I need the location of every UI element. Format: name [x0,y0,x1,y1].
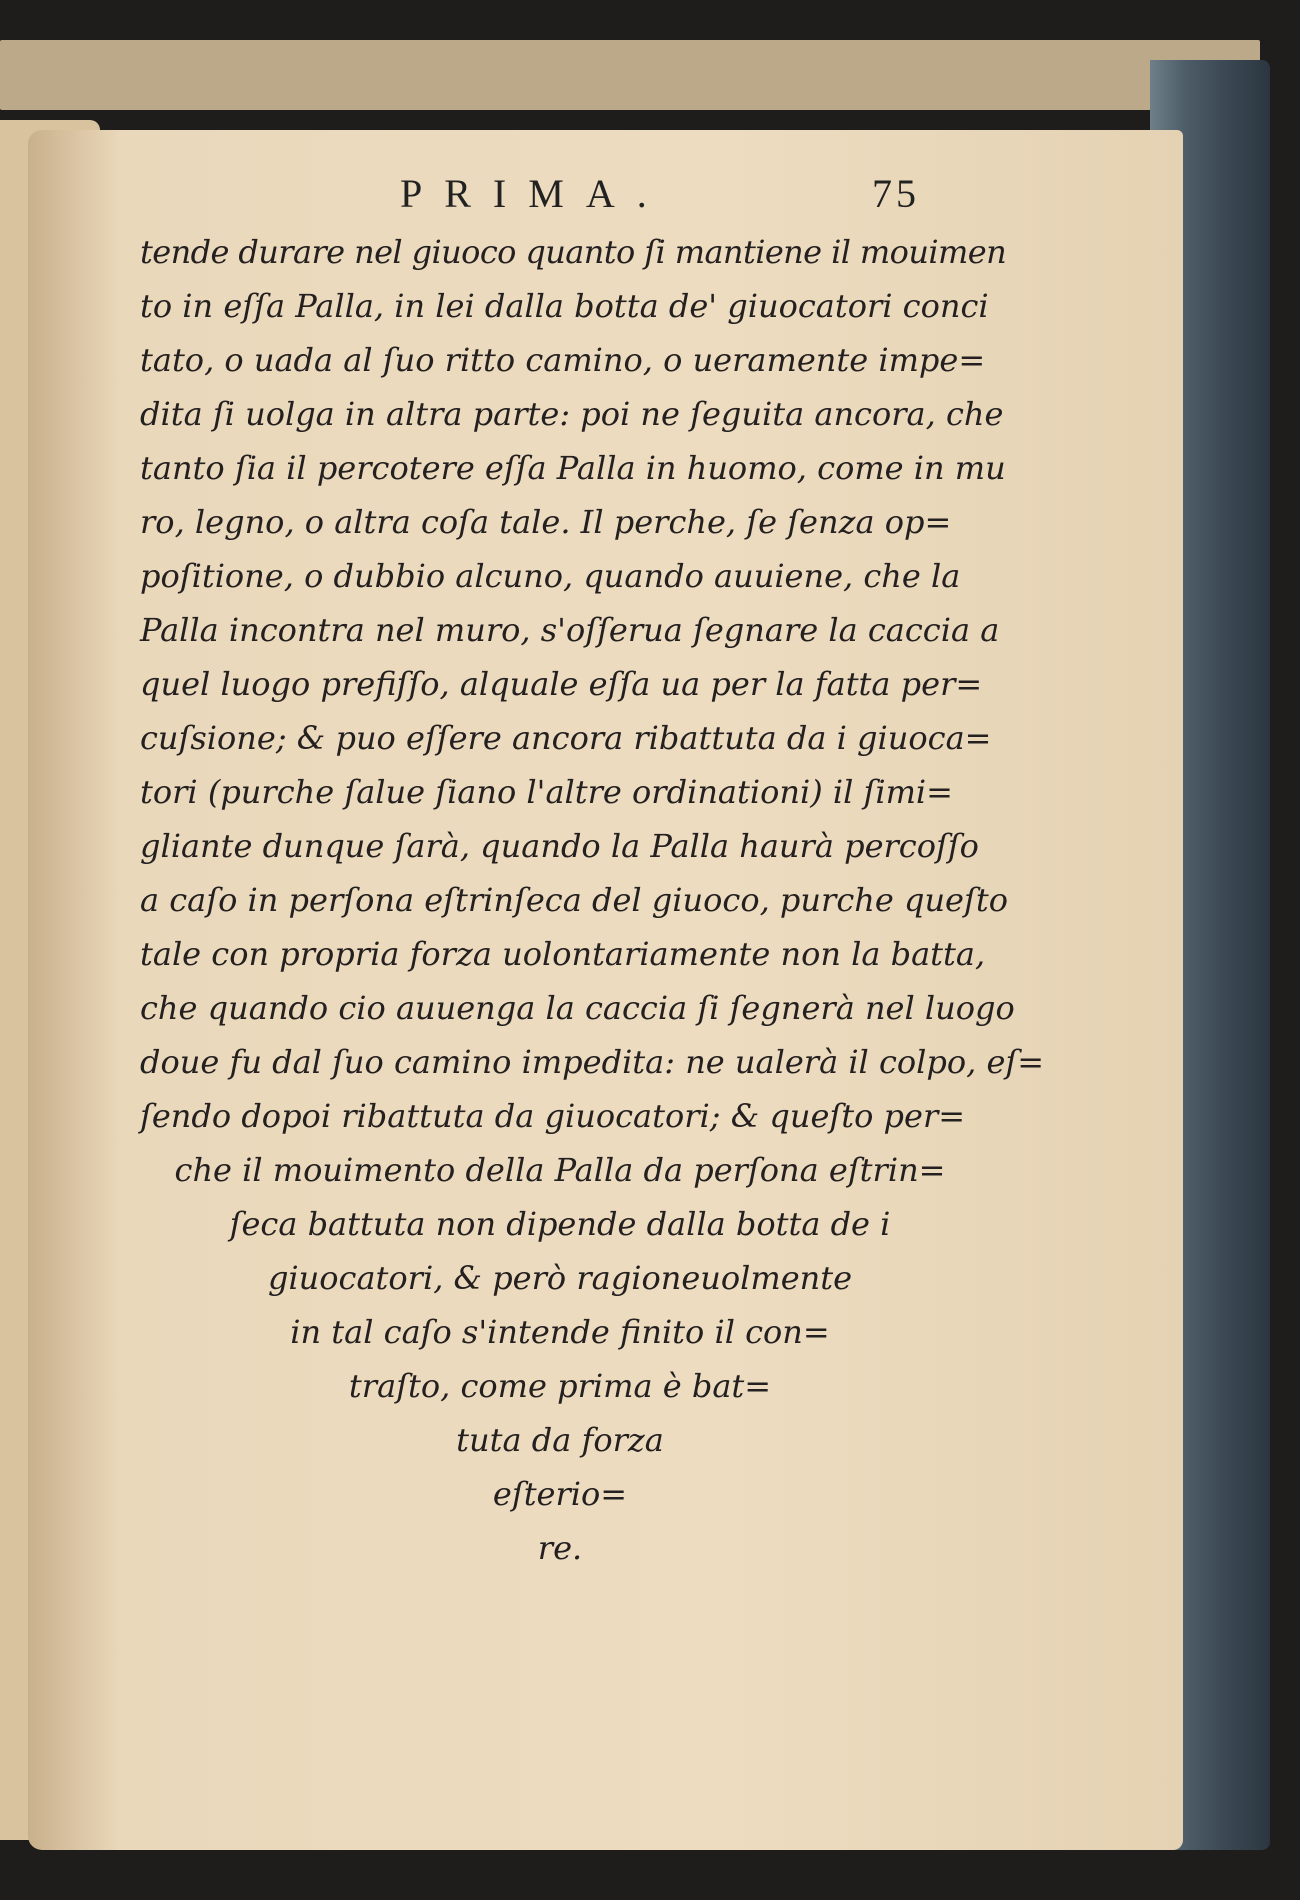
text-line: eſterio= [492,1475,628,1513]
text-line: to in eſſa Palla, in lei dalla botta de' giuocatori conci [140,287,989,325]
text-line: traſto, come prima è bat= [348,1367,772,1405]
book-cover-edge [0,40,1260,110]
text-line: in tal caſo s'intende finito il con= [290,1313,830,1351]
text-line: tori (purche ſalue ſiano l'altre ordinationi) il ſimi= [140,773,953,811]
text-line: che quando cio auuenga la caccia ſi ſegnerà nel luogo [140,989,1015,1027]
text-line: tende durare nel giuoco quanto ſi mantiene il mouimen [140,233,1007,271]
text-line: quel luogo prefiſſo, alquale eſſa ua per la fatta per= [140,665,983,703]
running-title: PRIMA. [400,171,669,216]
text-line: doue fu dal ſuo camino impedita: ne ualerà il colpo, eſ= [140,1043,1045,1081]
text-line: ſendo dopoi ribattuta da giuocatori; & queſto per= [140,1097,966,1135]
text-line: tale con propria forza uolontariamente non la batta, [140,935,986,973]
running-header [400,170,920,217]
text-line: tuta da forza [456,1421,664,1459]
text-line: tato, o uada al ſuo ritto camino, o ueramente impe= [140,341,986,379]
text-line: ro, legno, o altra coſa tale. Il perche, ſe ſenza op= [140,503,952,541]
text-line: gliante dunque ſarà, quando la Palla haurà percoſſo [140,827,979,865]
text-line: dita ſi uolga in altra parte: poi ne ſeguita ancora, che [140,395,1004,433]
page-number: 75 [872,171,920,216]
text-line: a caſo in perſona eſtrinſeca del giuoco, purche queſto [140,881,1008,919]
text-line: re. [537,1529,583,1567]
text-line: Palla incontra nel muro, s'oſſerua ſegnare la caccia a [140,611,1000,649]
text-line: tanto ſia il percotere eſſa Palla in huomo, come in mu [140,449,1006,487]
text-line: cuſsione; & puo eſſere ancora ribattuta da i giuoca= [140,719,992,757]
text-line: giuocatori, & però ragioneuolmente [267,1259,853,1297]
text-line: ſeca battuta non dipende dalla botta de i [229,1205,891,1243]
text-line: poſitione, o dubbio alcuno, quando auuiene, che la [140,557,961,595]
body-text [140,225,1045,1575]
text-line: che il mouimento della Palla da perſona eſtrin= [174,1151,946,1189]
